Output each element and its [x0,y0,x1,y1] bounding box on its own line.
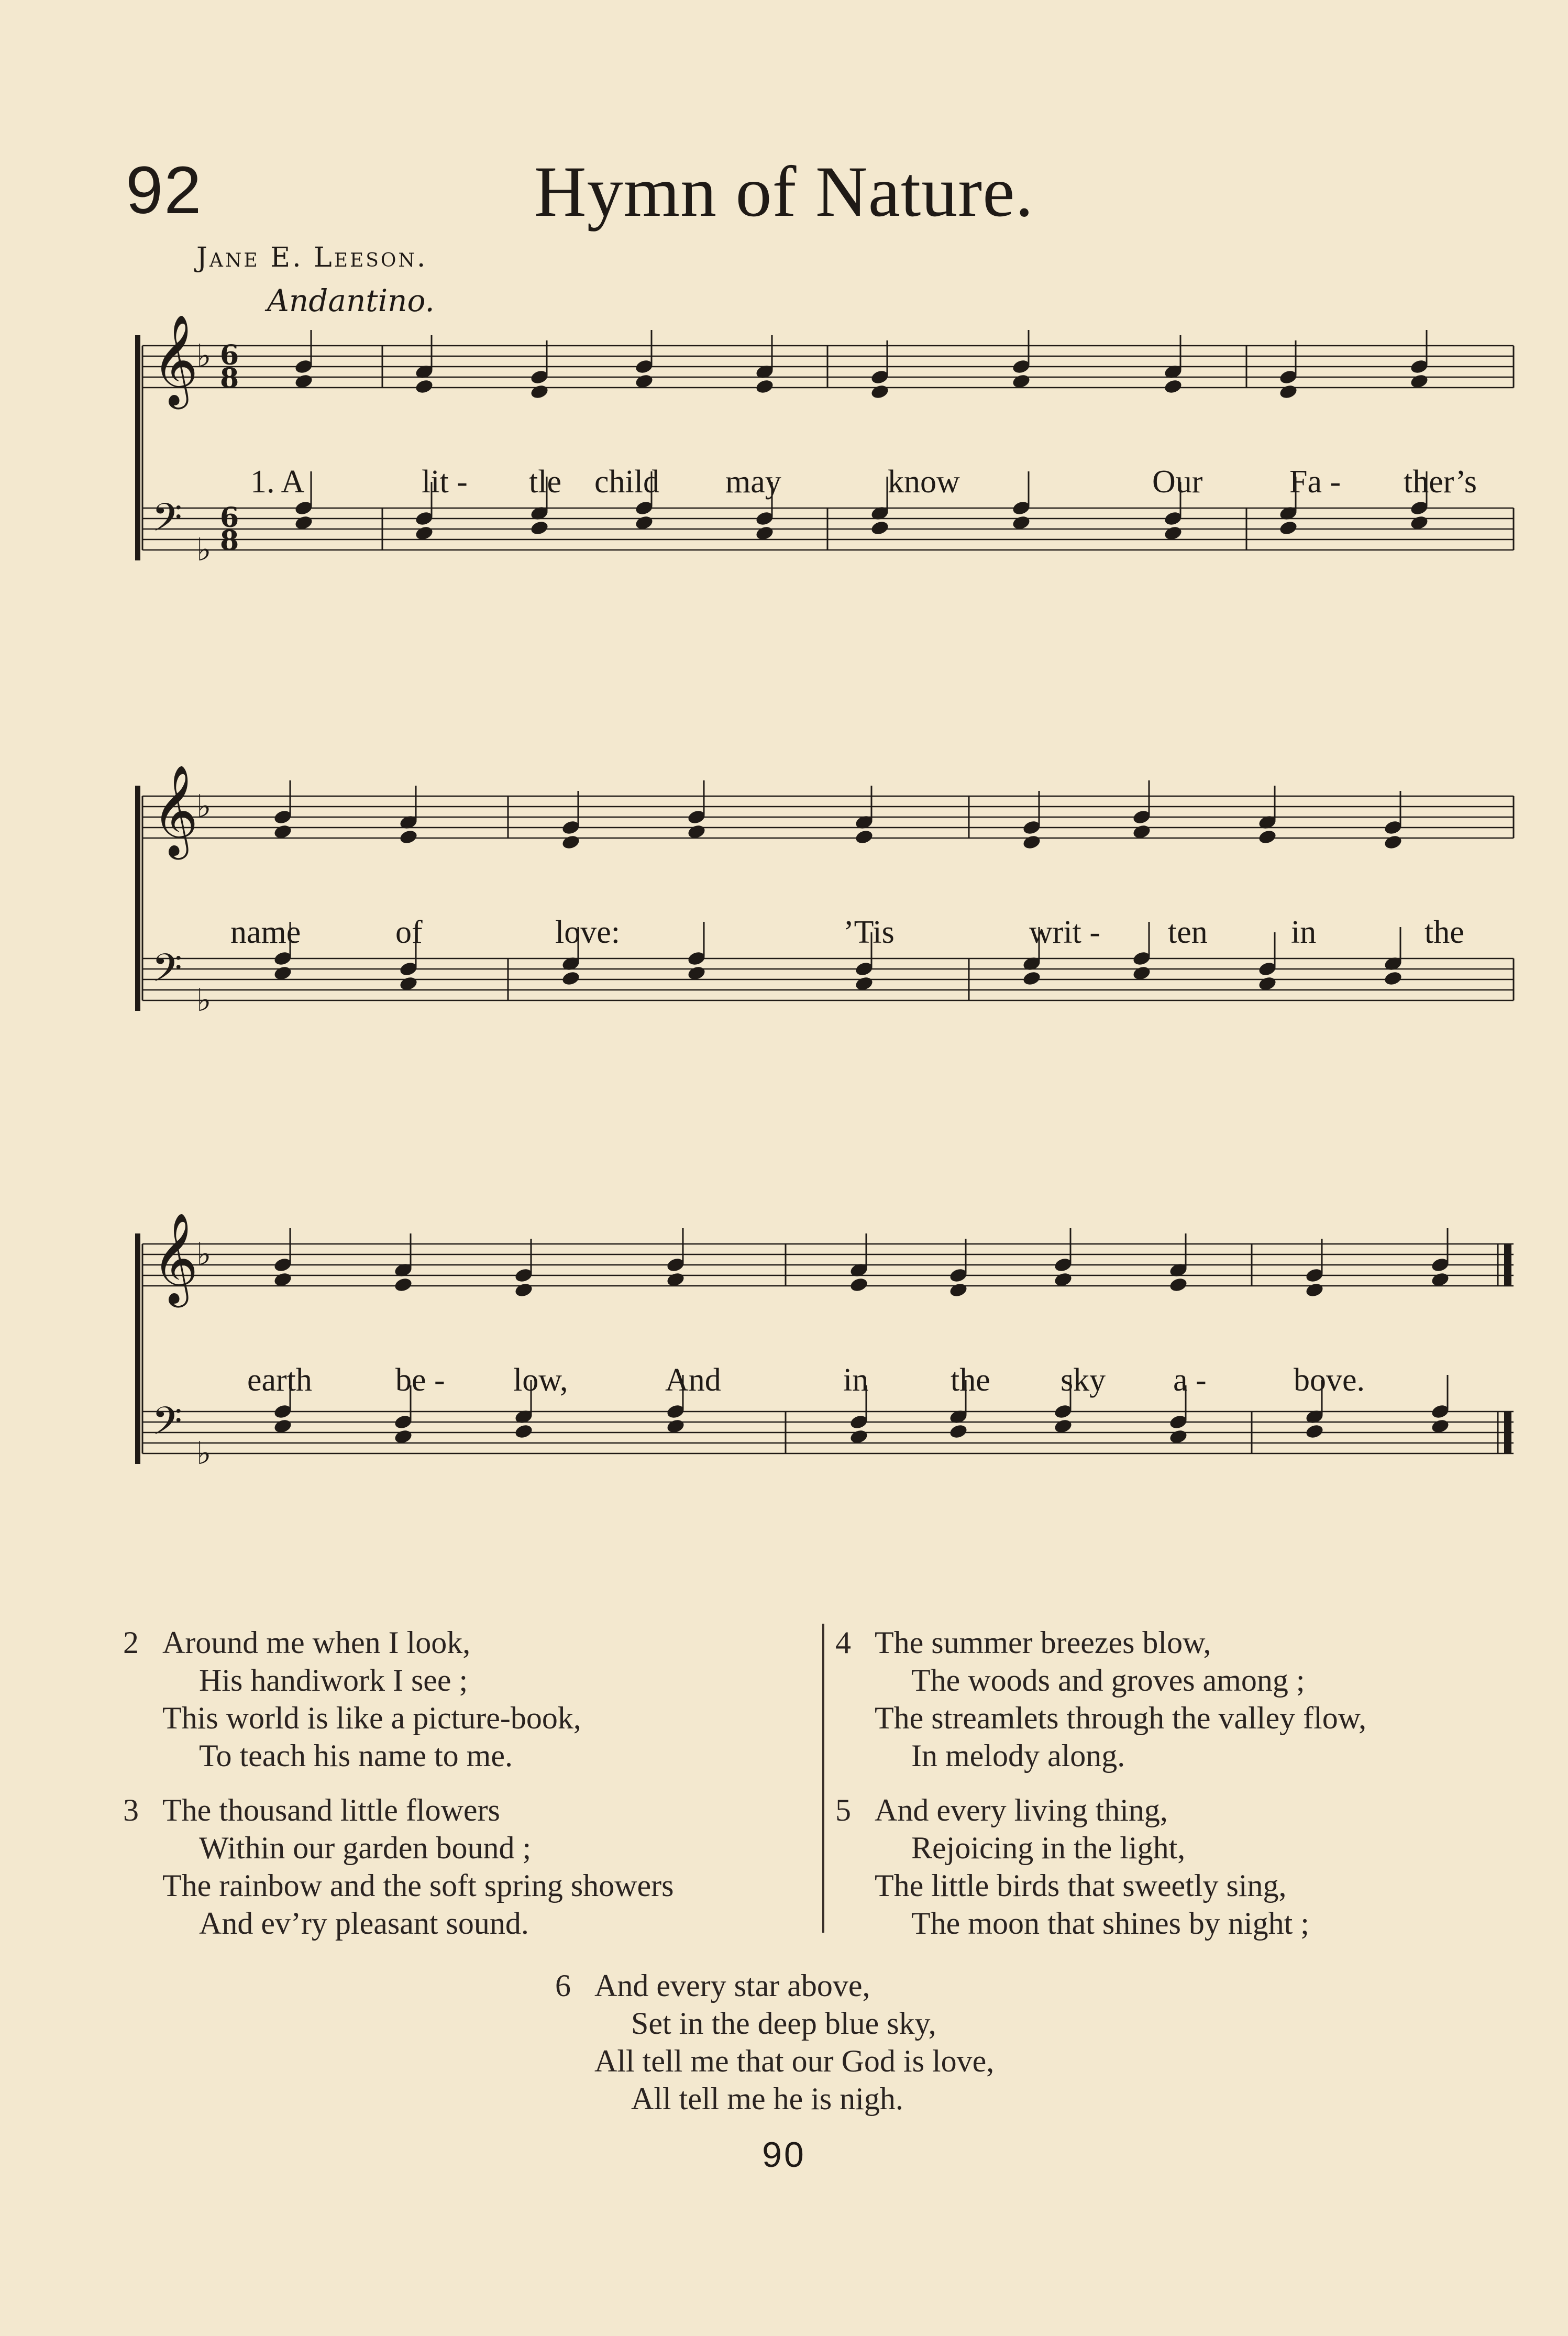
lyric-syllable: bove. [1294,1362,1365,1398]
verse-6 [555,1967,995,2118]
key-flat: ♭ [196,982,212,1019]
verse-3 [123,1791,674,1942]
verse-number: 6 [555,1968,571,2003]
note-head [1022,970,1042,987]
key-flat: ♭ [196,1435,212,1472]
lyric-syllable: of [395,914,423,950]
lyric-syllable: Fa - [1289,464,1341,500]
note-head [849,1276,869,1293]
verse-2 [123,1624,581,1775]
lyric-syllable: love: [555,914,620,950]
key-flat: ♭ [196,1236,212,1273]
key-flat: ♭ [196,532,212,568]
treble-clef: 𝄞 [152,1213,198,1304]
note-head [1257,829,1277,845]
verse-line: Within our garden bound ; [199,1831,532,1865]
lyric-syllable: 1. A [250,464,305,500]
tempo-marking: Andantino. [267,283,435,318]
time-signature-bottom: 8 [220,525,239,557]
verse-line: His handiwork I see ; [199,1663,468,1698]
note-head [948,1423,968,1440]
verse-line: Set in the deep blue sky, [631,2006,936,2041]
treble-clef: 𝄞 [152,314,198,405]
lyric-syllable: know [888,464,960,500]
lyric-syllable: writ - [1029,914,1101,950]
author-credit: Jane E. Leeson. [196,242,428,273]
bass-clef: 𝄢 [152,1398,182,1453]
verse-line: All tell me he is nigh. [631,2081,903,2116]
lyric-syllable: Our [1152,464,1203,500]
page-number: 90 [762,2135,806,2175]
note-head [1305,1423,1324,1440]
music-system-2 [131,765,1519,1121]
verse-line: The little birds that sweetly sing, [875,1868,1287,1903]
notation-graphics [135,765,1514,1019]
column-divider [822,1624,824,1933]
verse-line: The woods and groves among ; [911,1663,1305,1698]
verse-line: And every star above, [594,1968,870,2003]
lyric-syllable: ther’s [1404,464,1477,500]
hymn-number: 92 [126,153,203,228]
system-brace [135,1233,140,1464]
verse-number: 5 [835,1793,851,1827]
lyric-syllable: ’Tis [843,914,895,950]
note-head [561,970,581,987]
note-head [1305,1282,1324,1298]
verse-number: 4 [835,1625,851,1660]
hymn-title: Hymn of Nature. [534,151,1034,232]
note-head [1168,1276,1188,1293]
lyric-syllable: earth [247,1362,312,1398]
lyric-syllable: a - [1173,1362,1207,1398]
final-bar-thick [1504,1412,1511,1453]
verse-line: This world is like a picture-book, [162,1701,581,1735]
verse-line: To teach his name to me. [199,1738,513,1773]
lyric-syllable: low, [513,1362,568,1398]
key-flat: ♭ [196,338,212,374]
note-head [1022,834,1042,851]
verse-line: Rejoicing in the light, [911,1831,1186,1865]
verse-5 [835,1791,1309,1942]
note-head [870,383,890,400]
lyric-syllable: ten [1168,914,1208,950]
lyric-syllable: sky [1061,1362,1106,1398]
time-signature-top: 6 [220,502,239,534]
treble-clef: 𝄞 [152,765,198,856]
key-flat: ♭ [196,788,212,825]
note-head [948,1282,968,1298]
lyric-syllable: the [951,1362,990,1398]
lyric-syllable: the [1425,914,1464,950]
lyric-syllable: in [843,1362,869,1398]
note-head [514,1423,534,1440]
note-head [561,834,581,851]
note-head [414,378,434,395]
system-brace [135,786,140,1011]
final-bar-thick [1504,1244,1511,1286]
verse-4 [835,1624,1367,1775]
verse-line: All tell me that our God is love, [594,2044,995,2078]
note-head [1383,834,1403,851]
note-head [1163,378,1183,395]
verse-number: 2 [123,1625,139,1660]
note-head [529,383,549,400]
note-head [529,520,549,536]
verse-line: In melody along. [911,1738,1125,1773]
lyric-syllable: child [594,464,659,500]
verse-line: The moon that shines by night ; [911,1906,1309,1941]
lyric-syllable: may [725,464,781,500]
lyric-syllable: tle [529,464,561,500]
lyric-syllable: in [1291,914,1317,950]
note-head [514,1282,534,1298]
lyric-syllable: And [665,1362,721,1398]
music-system-3 [131,1213,1519,1579]
note-head [854,829,874,845]
music-system-1 [131,314,1519,670]
verse-line: The streamlets through the valley flow, [875,1701,1367,1735]
verse-line: And ev’ry pleasant sound. [199,1906,529,1941]
verse-line: Around me when I look, [162,1625,471,1660]
bass-clef: 𝄢 [152,945,182,1000]
note-head [1278,383,1298,400]
note-head [399,829,418,845]
note-head [1278,520,1298,536]
verse-line: The thousand little flowers [162,1793,500,1827]
lyric-syllable: name [230,914,301,950]
verse-number: 3 [123,1793,139,1827]
notation-graphics [135,314,1514,568]
lyric-syllable: be - [395,1362,445,1398]
verse-line: The rainbow and the soft spring showers [162,1868,674,1903]
verse-line: The summer breezes blow, [875,1625,1211,1660]
bass-clef: 𝄢 [152,495,182,550]
time-signature-top: 6 [220,339,239,371]
lyric-syllable: lit - [422,464,468,500]
note-head [870,520,890,536]
system-brace [135,335,140,560]
time-signature-bottom: 8 [220,362,239,394]
note-head [755,378,775,395]
note-head [1383,970,1403,987]
verse-line: And every living thing, [875,1793,1168,1827]
note-head [393,1276,413,1293]
notation-graphics [135,1213,1514,1472]
